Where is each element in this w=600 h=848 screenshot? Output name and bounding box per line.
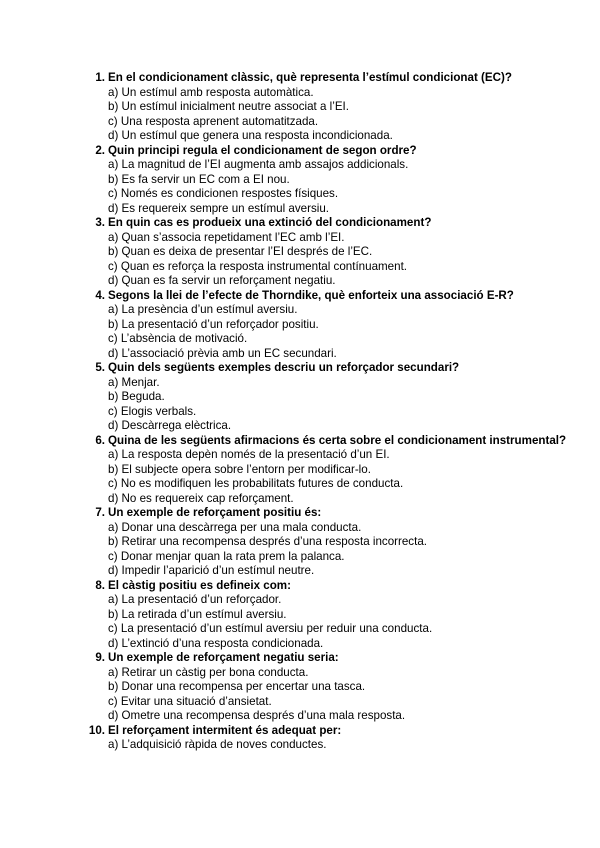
answer-option: d) Ometre una recompensa després d’una mala resposta. (108, 709, 406, 722)
answer-options (88, 738, 568, 753)
question-list (88, 71, 568, 753)
question-heading (88, 361, 568, 376)
question-number: 1. (95, 71, 105, 84)
question-heading (88, 724, 568, 739)
answer-option: c) La presentació d’un estímul aversiu per reduir una conducta. (108, 622, 433, 635)
question-item (88, 289, 568, 362)
answer-options (88, 158, 568, 216)
question-item (88, 216, 568, 289)
answer-option: d) Un estímul que genera una resposta incondicionada. (108, 129, 393, 142)
answer-option: b) Es fa servir un EC com a EI nou. (108, 172, 290, 186)
question-heading (88, 144, 568, 159)
answer-options (88, 448, 568, 506)
answer-option: b) La retirada d’un estímul aversiu. (108, 607, 287, 621)
question-heading (88, 434, 568, 449)
answer-option: c) Només es condicionen respostes físiques. (108, 187, 339, 200)
answer-option: a) La resposta depèn només de la presentació d’un EI. (108, 448, 390, 461)
question-heading (88, 579, 568, 594)
answer-option: d) Impedir l’aparició d’un estímul neutre. (108, 564, 315, 577)
question-text: Un exemple de reforçament positiu és: (108, 506, 322, 519)
answer-option: b) El subjecte opera sobre l’entorn per modificar-lo. (108, 462, 371, 476)
answer-option: d) No es requereix cap reforçament. (108, 491, 294, 505)
question-item (88, 361, 568, 434)
question-number: 9. (95, 651, 105, 664)
answer-option: a) Un estímul amb resposta automàtica. (108, 85, 314, 99)
question-text: Quin principi regula el condicionament de segon ordre? (108, 143, 417, 157)
question-number: 8. (95, 578, 105, 592)
question-number: 5. (95, 361, 105, 374)
question-text: En quin cas es produeix una extinció del condicionament? (108, 216, 432, 229)
question-number: 3. (95, 216, 105, 229)
question-heading (88, 289, 568, 304)
answer-option: c) No es modifiquen les probabilitats futures de conducta. (108, 477, 404, 490)
question-item (88, 579, 568, 652)
answer-option: b) Quan es deixa de presentar l’EI després de l’EC. (108, 245, 373, 258)
question-text: Quina de les següents afirmacions és certa sobre el condicionament instrumental? (108, 433, 567, 447)
question-number: 7. (95, 506, 105, 519)
answer-option: a) Donar una descàrrega per una mala conducta. (108, 520, 362, 534)
question-item (88, 724, 568, 753)
question-item (88, 434, 568, 507)
answer-option: c) Quan es reforça la resposta instrumental contínuament. (108, 259, 408, 273)
question-heading (88, 216, 568, 231)
question-text: Un exemple de reforçament negatiu seria: (108, 651, 339, 664)
question-heading (88, 651, 568, 666)
answer-option: d) Es requereix sempre un estímul aversiu. (108, 201, 330, 215)
answer-options (88, 231, 568, 289)
answer-option: a) Retirar un càstig per bona conducta. (108, 665, 309, 679)
question-item (88, 651, 568, 724)
answer-option: b) Donar una recompensa per encertar una tasca. (108, 680, 366, 693)
answer-option: a) Quan s’associa repetidament l’EC amb l’EI. (108, 230, 345, 244)
question-text: En el condicionament clàssic, què representa l’estímul condicionat (EC)? (108, 71, 512, 84)
answer-options (88, 86, 568, 144)
question-item (88, 71, 568, 144)
answer-option: b) Beguda. (108, 390, 165, 403)
answer-options (88, 303, 568, 361)
answer-option: b) Un estímul inicialment neutre associat a l’EI. (108, 100, 349, 113)
answer-option: c) Una resposta aprenent automatitzada. (108, 114, 319, 128)
answer-options (88, 593, 568, 651)
question-text: Quin dels següents exemples descriu un reforçador secundari? (108, 361, 460, 374)
answer-option: a) Menjar. (108, 375, 160, 389)
answer-options (88, 666, 568, 724)
answer-option: b) La presentació d’un reforçador positiu. (108, 317, 319, 331)
answer-option: d) L’extinció d’una resposta condicionada. (108, 636, 324, 650)
answer-option: a) La presència d’un estímul aversiu. (108, 303, 298, 316)
question-number: 4. (95, 288, 105, 302)
question-item (88, 144, 568, 217)
answer-option: c) Elogis verbals. (108, 404, 197, 418)
answer-option: a) La presentació d’un reforçador. (108, 593, 282, 606)
answer-option: d) Descàrrega elèctrica. (108, 419, 232, 432)
question-number: 2. (95, 143, 105, 157)
question-number: 6. (95, 433, 105, 447)
answer-option: d) Quan es fa servir un reforçament negatiu. (108, 274, 336, 287)
question-item (88, 506, 568, 579)
question-heading (88, 506, 568, 521)
answer-option: c) Evitar una situació d’ansietat. (108, 694, 272, 708)
answer-option: d) L’associació prèvia amb un EC secundari. (108, 346, 337, 360)
question-text: Segons la llei de l’efecte de Thorndike, què enforteix una associació E-R? (108, 288, 514, 302)
answer-option: a) L’adquisició ràpida de noves conductes. (108, 738, 327, 751)
answer-options (88, 376, 568, 434)
question-number: 10. (88, 723, 105, 737)
answer-option: c) L’absència de motivació. (108, 332, 248, 345)
answer-option: b) Retirar una recompensa després d’una resposta incorrecta. (108, 535, 427, 548)
answer-option: a) La magnitud de l’EI augmenta amb assajos addicionals. (108, 158, 409, 171)
question-text: El reforçament intermitent és adequat per: (108, 723, 342, 737)
answer-option: c) Donar menjar quan la rata prem la palanca. (108, 549, 345, 563)
answer-options (88, 521, 568, 579)
question-heading (88, 71, 568, 86)
question-text: El càstig positiu es defineix com: (108, 578, 291, 592)
